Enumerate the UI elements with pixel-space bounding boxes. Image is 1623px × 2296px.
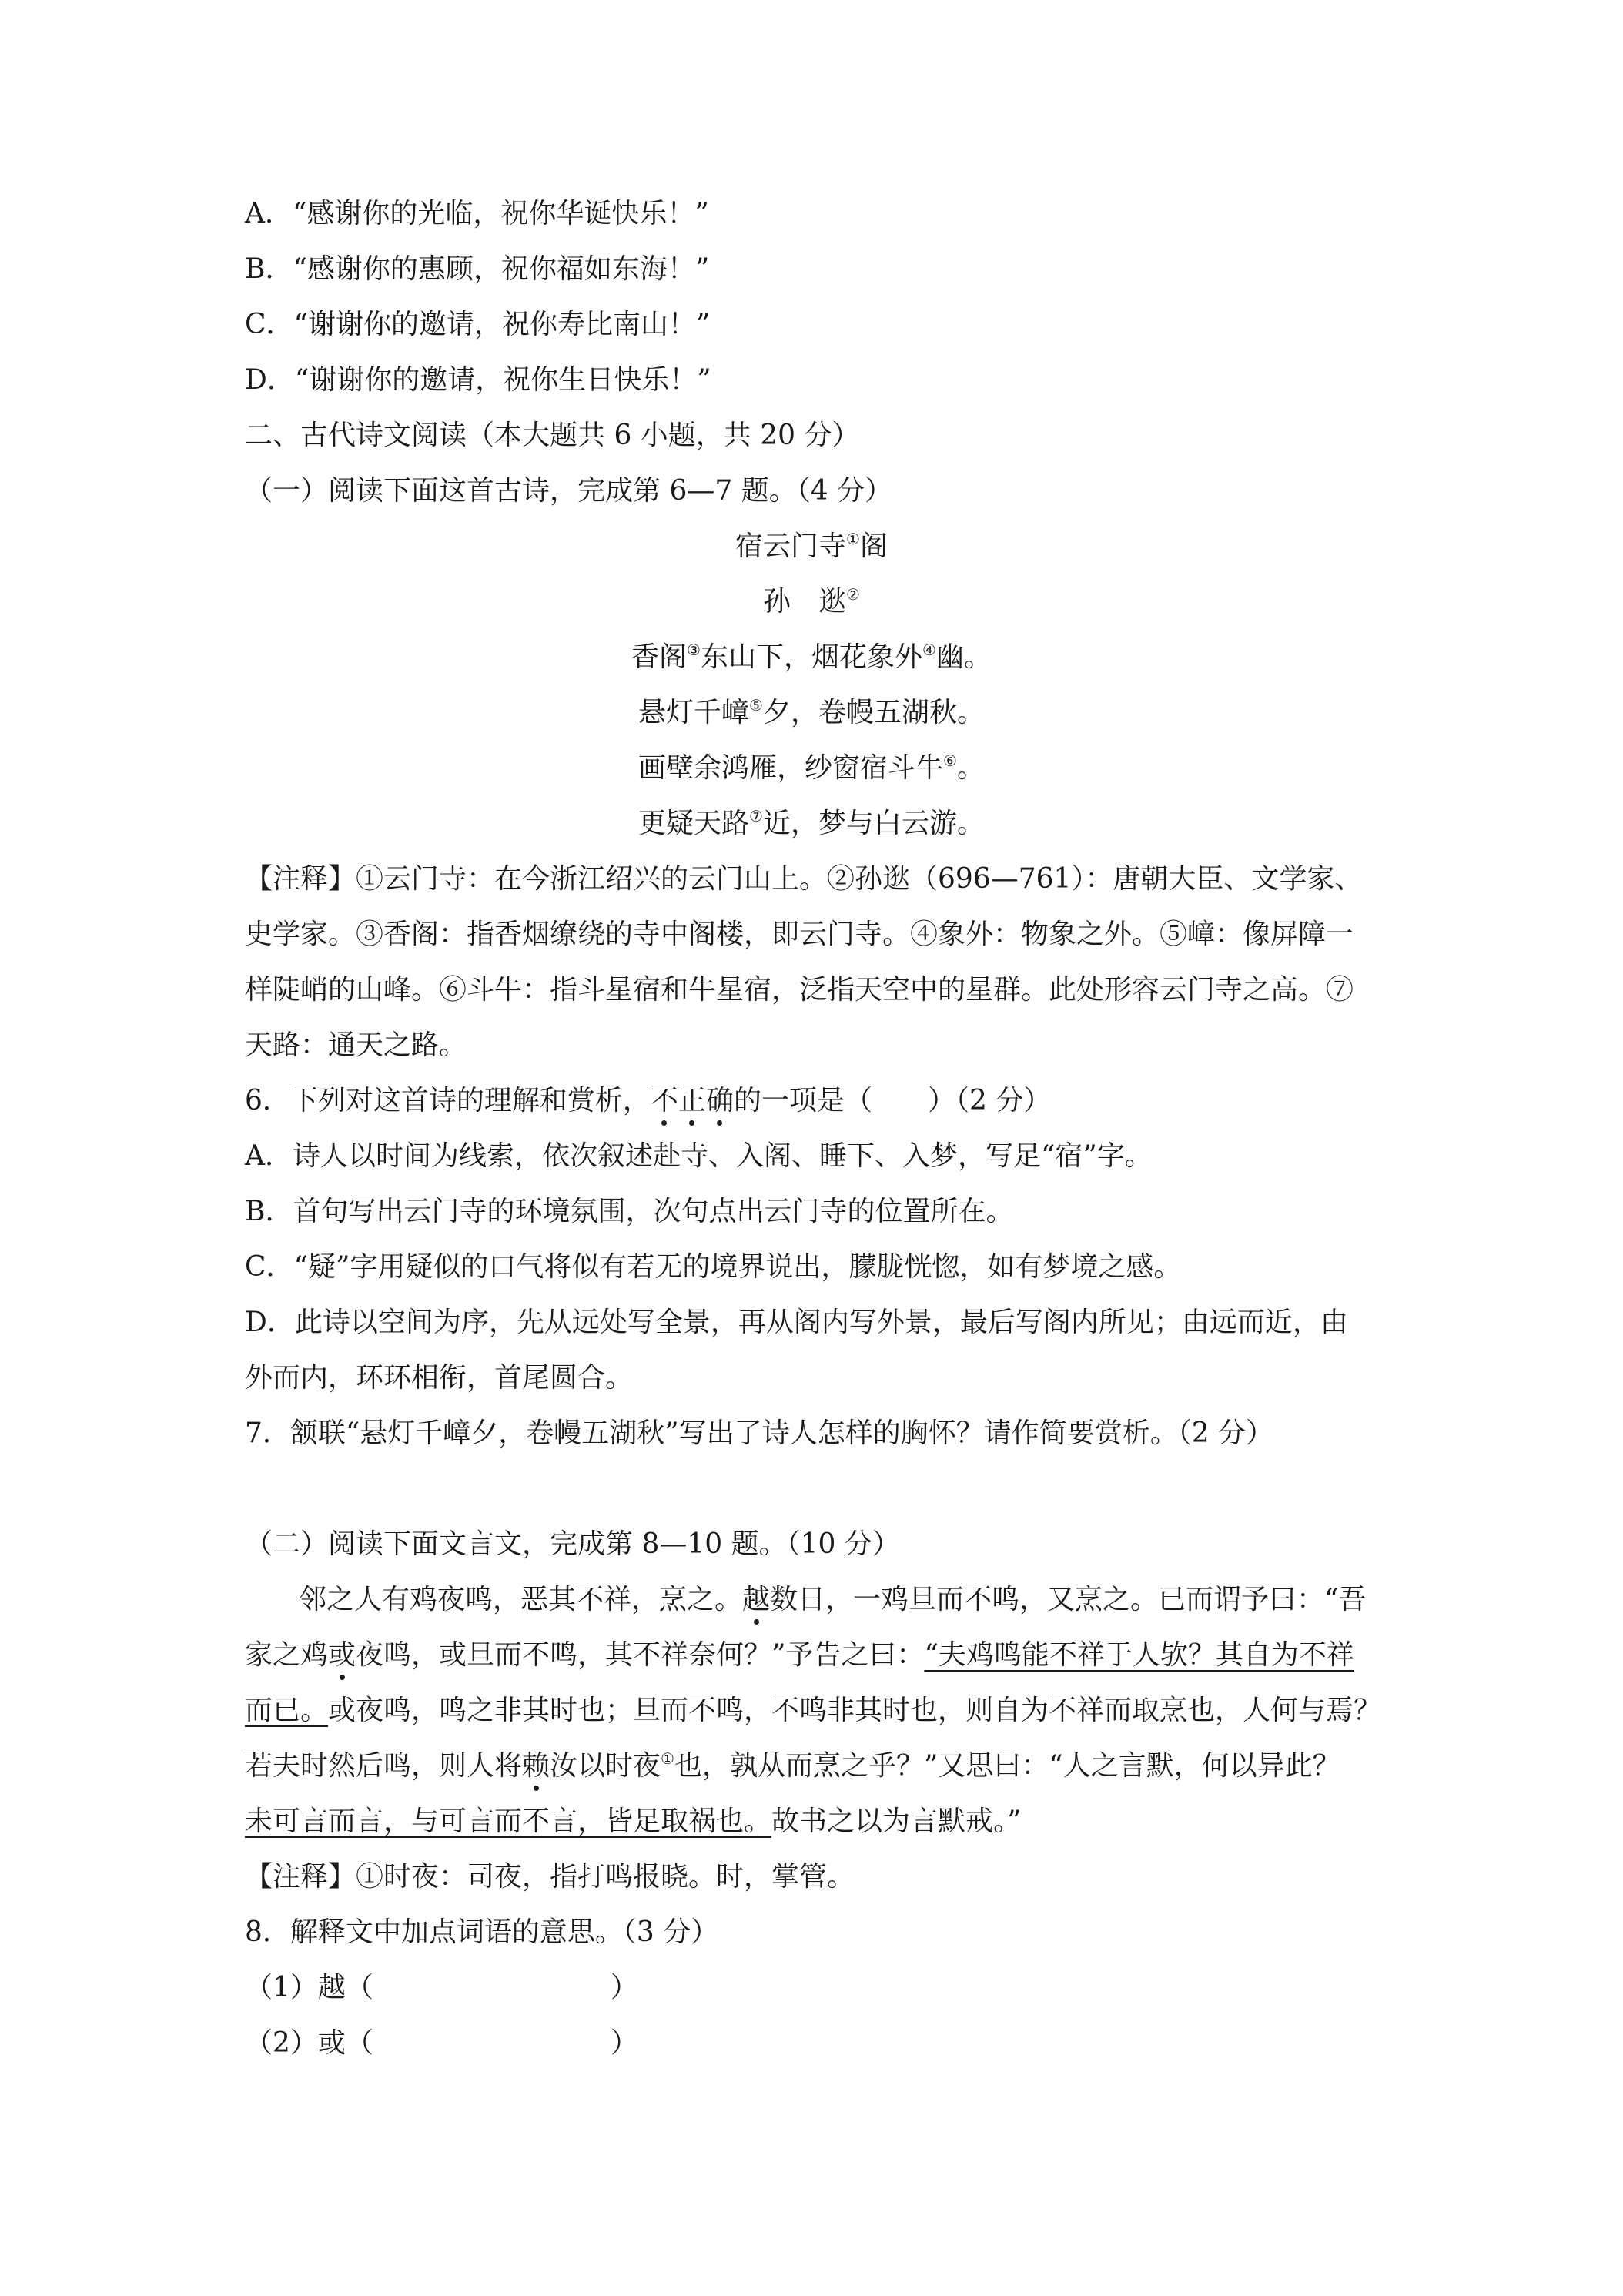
underlined-sentence: 未可言而言，与可言而不言，皆足取祸也。 bbox=[245, 1806, 772, 1837]
classical-text-line: 未可言而言，与可言而不言，皆足取祸也。故书之以为言默戒。” bbox=[245, 1806, 1022, 1837]
question-7: 7．颔联“悬灯千嶂夕，卷幔五湖秋”写出了诗人怎样的胸怀？请作简要赏析。（2 分） bbox=[245, 1417, 1274, 1449]
question-6-stem: 6．下列对这首诗的理解和赏析，不正确的一项是（ ）（2 分） bbox=[245, 1085, 1052, 1116]
classical-text-note: 【注释】①时夜：司夜，指打鸣报晓。时，掌管。 bbox=[245, 1861, 855, 1893]
classical-text-line: 若夫时然后鸣，则人将赖汝以时夜①也，孰从而烹之乎？”又思曰：“人之言默，何以异此？ bbox=[245, 1749, 1340, 1782]
option-b: B．“感谢你的惠顾，祝你福如东海！” bbox=[245, 253, 710, 285]
question-6-option-d-cont: 外而内，环环相衔，首尾圆合。 bbox=[245, 1362, 634, 1394]
question-8-stem: 8．解释文中加点词语的意思。（3 分） bbox=[245, 1916, 719, 1948]
notes-line: 史学家。③香阁：指香烟缭绕的寺中阁楼，即云门寺。④象外：物象之外。⑤嶂：像屏障一 bbox=[245, 919, 1354, 950]
question-6-option-a: A．诗人以时间为线索，依次叙述赴寺、入阁、睡下、入梦，写足“宿”字。 bbox=[245, 1140, 1153, 1172]
underlined-sentence: “夫鸡鸣能不祥于人欤？其自为不祥 bbox=[924, 1639, 1354, 1671]
question-6-option-c: C．“疑”字用疑似的口气将似有若无的境界说出，朦胧恍惚，如有梦境之感。 bbox=[245, 1251, 1182, 1283]
classical-text-line: 邻之人有鸡夜鸣，恶其不祥，烹之。越数日，一鸡旦而不鸣，又烹之。已而谓予曰：“吾 bbox=[299, 1584, 1367, 1615]
poem-line-4: 更疑天路⑦近，梦与白云游。 bbox=[638, 807, 985, 839]
option-a: A．“感谢你的光临，祝你华诞快乐！” bbox=[245, 198, 709, 229]
emphasis-dot-char: 正 bbox=[678, 1085, 706, 1116]
emphasis-dot-char: 或 bbox=[328, 1639, 356, 1671]
poem-title: 宿云门寺①阁 bbox=[735, 530, 888, 562]
notes-line: 样陡峭的山峰。⑥斗牛：指斗星宿和牛星宿，泛指天空中的星群。此处形容云门寺之高。⑦ bbox=[245, 974, 1354, 1006]
emphasis-dot-char: 越 bbox=[742, 1584, 771, 1615]
part2-intro: （二）阅读下面文言文，完成第 8—10 题。（10 分） bbox=[245, 1528, 900, 1560]
option-c: C．“谢谢你的邀请，祝你寿比南山！” bbox=[245, 309, 711, 340]
poem-line-2: 悬灯千嶂⑤夕，卷幔五湖秋。 bbox=[638, 696, 985, 728]
part1-intro: （一）阅读下面这首古诗，完成第 6—7 题。（4 分） bbox=[245, 475, 893, 507]
question-8-item-1: （1）越（ ） bbox=[245, 1972, 638, 2003]
poem-line-1: 香阁③东山下，烟花象外④幽。 bbox=[631, 641, 992, 673]
poem-author: 孙 逖② bbox=[763, 585, 860, 618]
classical-text-line: 而已。或夜鸣，鸣之非其时也；旦而不鸣，不鸣非其时也，则自为不祥而取烹也，人何与焉？ bbox=[245, 1695, 1382, 1726]
emphasis-dot-char: 确 bbox=[705, 1085, 734, 1116]
notes-line: 【注释】①云门寺：在今浙江绍兴的云门山上。②孙逖（696—761）：唐朝大臣、文学家、 bbox=[245, 863, 1363, 895]
poem-line-3: 画壁余鸿雁，纱窗宿斗牛⑥。 bbox=[638, 751, 985, 784]
section-heading: 二、古代诗文阅读（本大题共 6 小题，共 20 分） bbox=[245, 420, 860, 451]
question-8-item-2: （2）或（ ） bbox=[245, 2027, 638, 2059]
question-6-option-d: D．此诗以空间为序，先从远处写全景，再从阁内写外景，最后写阁内所见；由远而近，由 bbox=[245, 1307, 1348, 1338]
notes-line: 天路：通天之路。 bbox=[245, 1029, 467, 1061]
emphasis-dot-char: 不 bbox=[650, 1085, 678, 1116]
question-6-option-b: B．首句写出云门寺的环境氛围，次句点出云门寺的位置所在。 bbox=[245, 1196, 1014, 1227]
option-d: D．“谢谢你的邀请，祝你生日快乐！” bbox=[245, 364, 711, 396]
classical-text-line: 家之鸡或夜鸣，或旦而不鸣，其不祥奈何？”予告之曰：“夫鸡鸣能不祥于人欤？其自为不祥 bbox=[245, 1639, 1354, 1671]
emphasis-dot-char: 赖 bbox=[522, 1750, 550, 1782]
underlined-sentence: 而已。 bbox=[245, 1695, 329, 1726]
